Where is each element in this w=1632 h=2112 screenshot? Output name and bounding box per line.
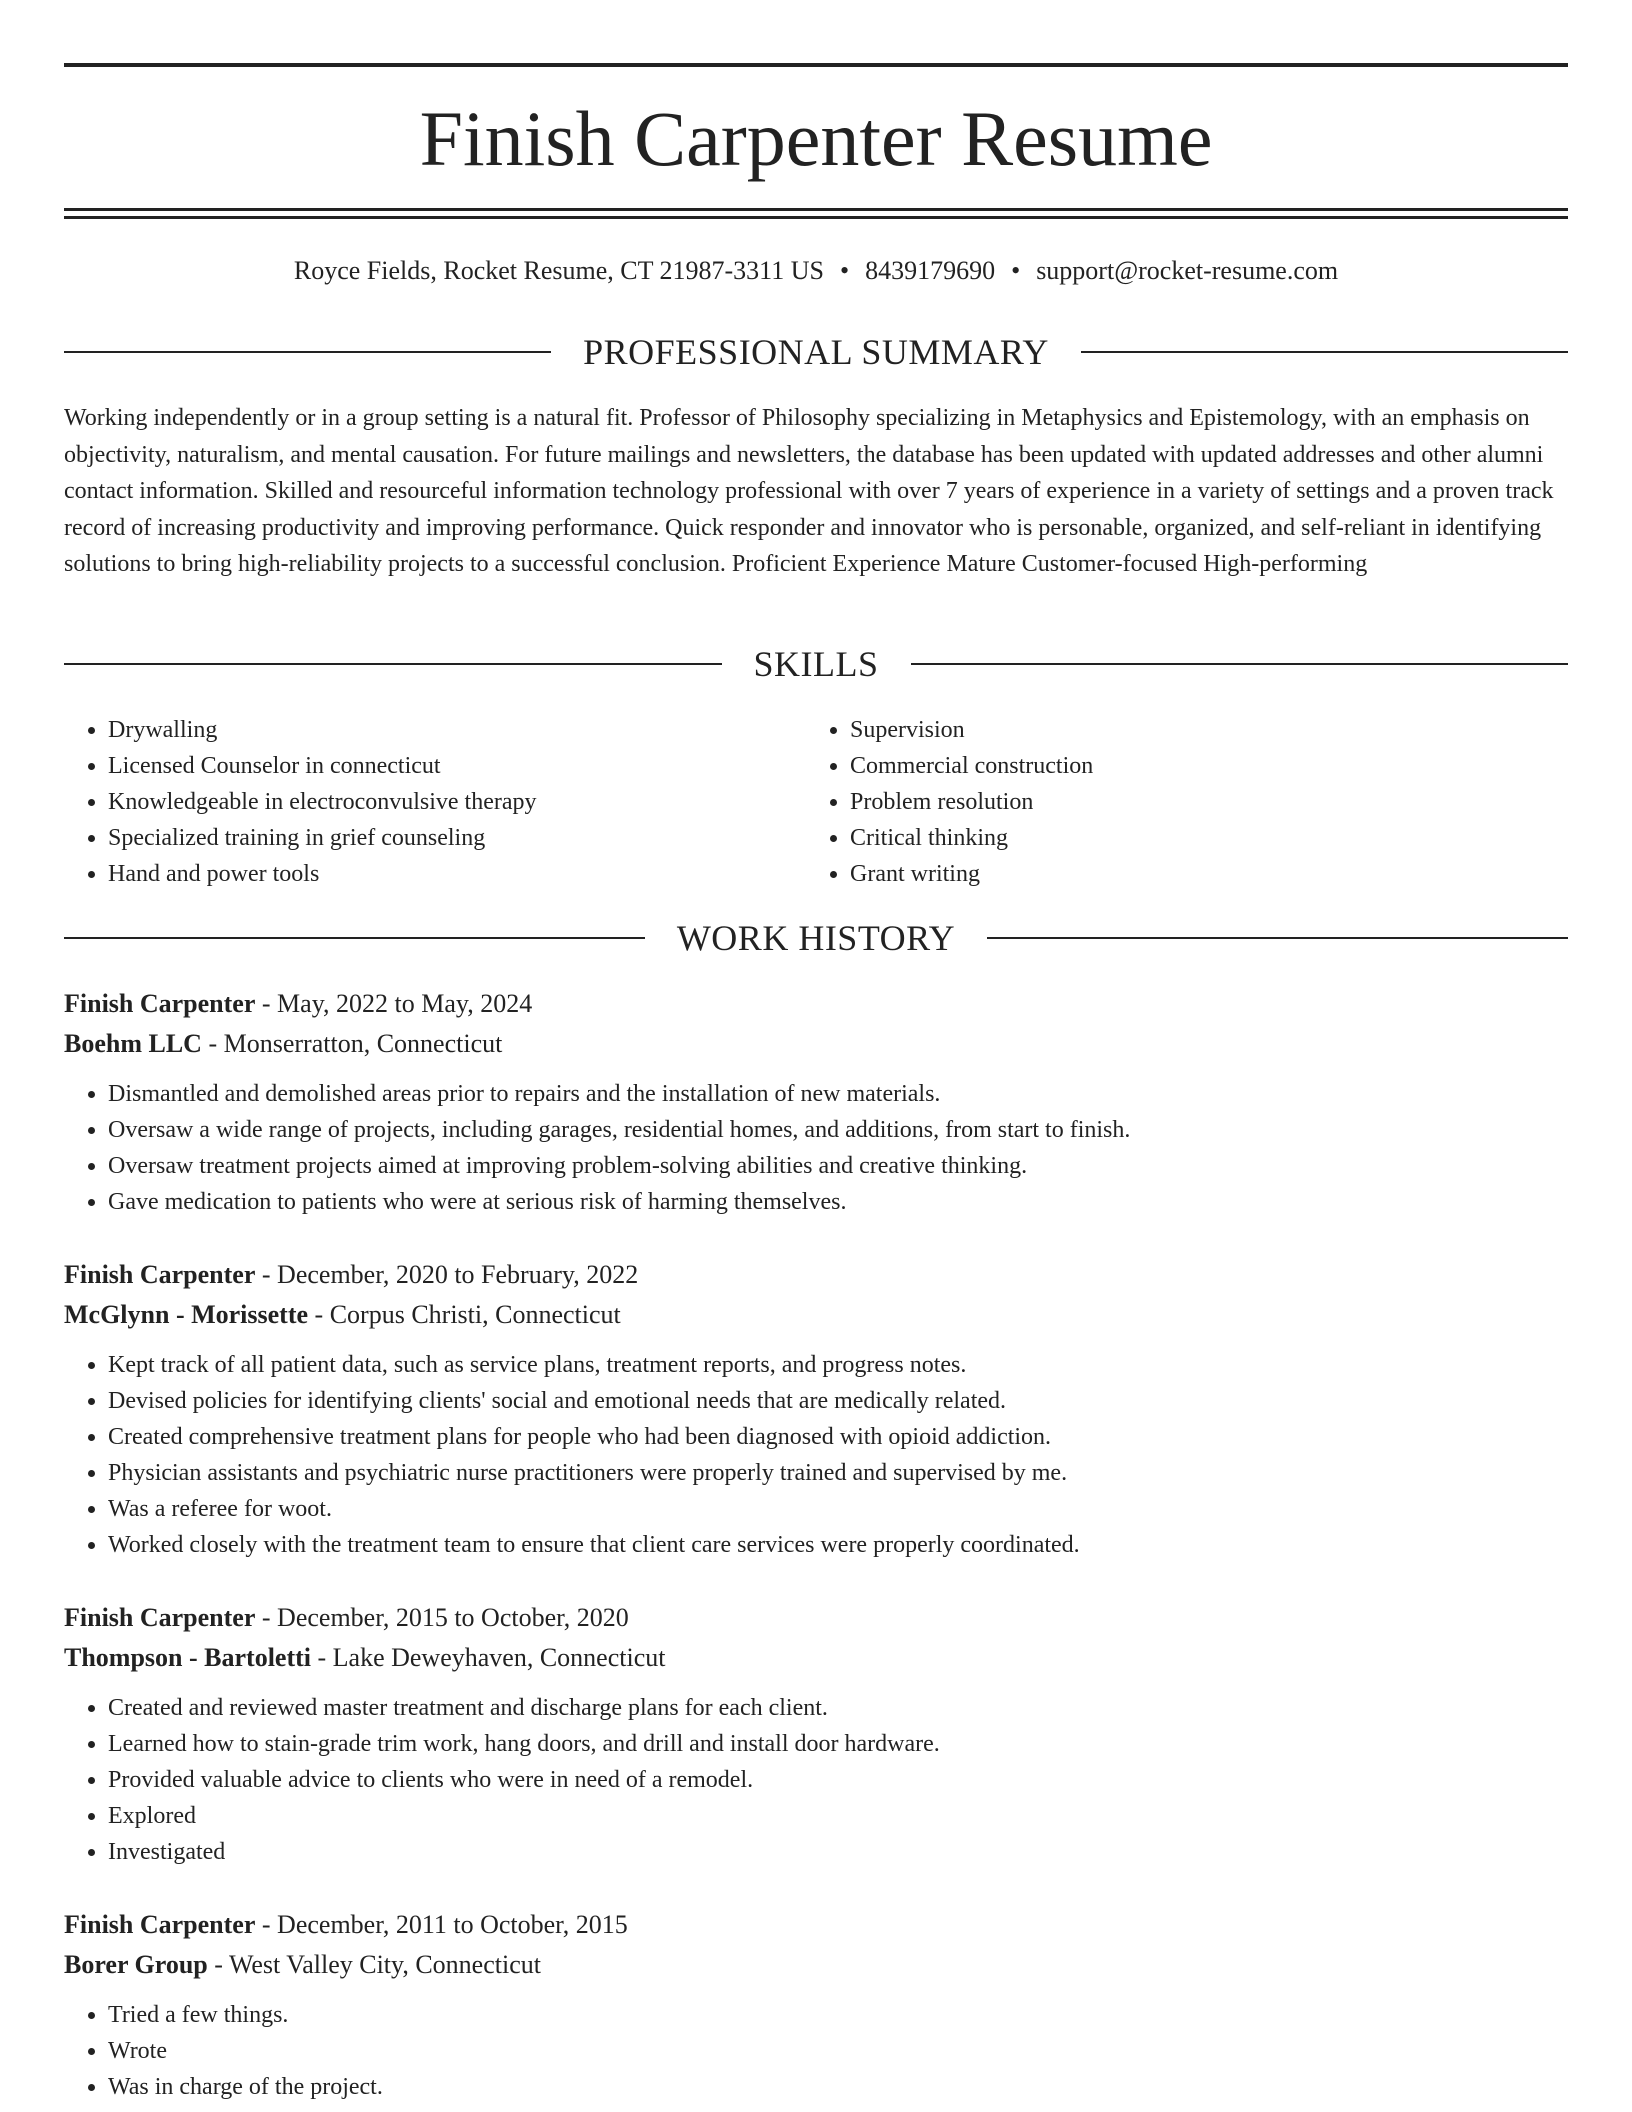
skill-item: • Drywalling (108, 712, 806, 748)
contact-phone: 8439179690 (865, 256, 996, 285)
summary-heading-label: PROFESSIONAL SUMMARY (583, 332, 1049, 372)
contact-line (64, 255, 1568, 287)
job-bullet: • Oversaw treatment projects aimed at improving problem-solving abilities and creative thinking. (108, 1148, 1568, 1184)
job-entry (64, 1598, 1568, 1870)
job-dates: - December, 2015 to October, 2020 (255, 1603, 629, 1632)
job-dates: - May, 2022 to May, 2024 (255, 989, 533, 1018)
job-entry (64, 984, 1568, 1220)
job-company-line (64, 1945, 1568, 1985)
job-company: Borer Group (64, 1950, 208, 1979)
job-bullets (64, 1347, 1568, 1563)
job-title-line (64, 1255, 1568, 1295)
job-bullet: • Wrote (108, 2033, 1568, 2069)
heading-rule-right (987, 937, 1568, 939)
skill-item: • Problem resolution (850, 784, 1548, 820)
job-bullet: • Provided valuable advice to clients who were in need of a remodel. (108, 1762, 1568, 1798)
job-dates: - December, 2020 to February, 2022 (255, 1260, 639, 1289)
job-bullet: • Kept track of all patient data, such as service plans, treatment reports, and progress notes. (108, 1347, 1568, 1383)
job-bullet: • Oversaw a wide range of projects, including garages, residential homes, and additions, from start to finish. (108, 1112, 1568, 1148)
skill-item: • Specialized training in grief counseling (108, 820, 806, 856)
skill-item: • Knowledgeable in electroconvulsive therapy (108, 784, 806, 820)
job-company: Thompson - Bartoletti (64, 1643, 311, 1672)
heading-rule-left (64, 663, 722, 665)
job-bullet: • Created and reviewed master treatment and discharge plans for each client. (108, 1690, 1568, 1726)
work-history-heading-label: WORK HISTORY (676, 918, 956, 958)
job-location: - Corpus Christi, Connecticut (308, 1300, 621, 1329)
skills-heading-label: SKILLS (753, 644, 879, 684)
job-company-line (64, 1638, 1568, 1678)
skill-item: • Licensed Counselor in connecticut (108, 748, 806, 784)
header-bottom-rule (64, 208, 1568, 211)
job-bullet: • Learned how to stain-grade trim work, hang doors, and drill and install door hardware. (108, 1726, 1568, 1762)
skills-column-right (806, 712, 1548, 892)
job-bullet: • Physician assistants and psychiatric nurse practitioners were properly trained and supervised by me. (108, 1455, 1568, 1491)
job-bullet: • Was in charge of the project. (108, 2069, 1568, 2105)
work-history-section-heading (64, 918, 1568, 958)
job-location: - West Valley City, Connecticut (207, 1950, 541, 1979)
job-location: - Lake Deweyhaven, Connecticut (311, 1643, 666, 1672)
job-company: McGlynn - Morissette (64, 1300, 309, 1329)
header-bottom-rule-second (64, 216, 1568, 219)
contact-separator: • (1011, 256, 1021, 285)
skills-list (64, 712, 1568, 892)
job-title-line (64, 1905, 1568, 1945)
job-company-line (64, 1024, 1568, 1064)
skill-item: • Supervision (850, 712, 1548, 748)
skills-section-heading (64, 644, 1568, 684)
job-bullets (64, 1997, 1568, 2105)
job-title: Finish Carpenter (64, 989, 256, 1018)
job-location: - Monserratton, Connecticut (201, 1029, 503, 1058)
job-bullet: • Dismantled and demolished areas prior to repairs and the installation of new materials. (108, 1076, 1568, 1112)
job-title: Finish Carpenter (64, 1910, 256, 1939)
job-title-line (64, 984, 1568, 1024)
job-bullets (64, 1076, 1568, 1220)
skill-item: • Commercial construction (850, 748, 1548, 784)
job-title: Finish Carpenter (64, 1603, 256, 1632)
heading-rule-right (1081, 351, 1568, 353)
job-bullet: • Tried a few things. (108, 1997, 1568, 2033)
skill-item: • Critical thinking (850, 820, 1548, 856)
job-dates: - December, 2011 to October, 2015 (255, 1910, 628, 1939)
job-bullet: • Gave medication to patients who were at serious risk of harming themselves. (108, 1184, 1568, 1220)
contact-address: Royce Fields, Rocket Resume, CT 21987-3311 US (293, 256, 824, 285)
contact-email[interactable]: support@rocket-resume.com (1036, 256, 1339, 285)
summary-section-heading (64, 332, 1568, 372)
heading-rule-left (64, 937, 645, 939)
job-bullet: • Was a referee for woot. (108, 1491, 1568, 1527)
job-company: Boehm LLC (64, 1029, 202, 1058)
skill-item: • Grant writing (850, 856, 1548, 892)
job-title: Finish Carpenter (64, 1260, 256, 1289)
job-bullet: • Explored (108, 1798, 1568, 1834)
header-top-rule (64, 63, 1568, 67)
page-title: Finish Carpenter Resume (419, 95, 1213, 182)
job-bullet: • Devised policies for identifying clients' social and emotional needs that are medically related. (108, 1383, 1568, 1419)
contact-separator: • (839, 256, 850, 285)
heading-rule-left (64, 351, 551, 353)
skill-item: • Hand and power tools (108, 856, 806, 892)
summary-text: Working independently or in a group setting is a natural fit. Professor of Philosophy specializing in Metaphysics and Epistemology, with an emphasis on objectivity, naturalism, and mental causation. For future mailings and newsletters, the database has been updated with updated addresses and other alumni contact information. Skilled and resourceful information technology professional with over 7 years of experience in a variety of settings and a proven track record of increasing productivity and improving performance. Quick responder and innovator who is personable, organized, and self-reliant in identifying solutions to bring high-reliability projects to a successful conclusion. Proficient Experience Mature Customer-focused High-performing (64, 405, 1554, 577)
job-bullets (64, 1690, 1568, 1870)
skills-column-left (64, 712, 806, 892)
job-entry (64, 1255, 1568, 1563)
heading-rule-right (911, 663, 1569, 665)
job-bullet: • Created comprehensive treatment plans for people who had been diagnosed with opioid addiction. (108, 1419, 1568, 1455)
job-company-line (64, 1295, 1568, 1335)
job-bullet: • Worked closely with the treatment team to ensure that client care services were properly coordinated. (108, 1527, 1568, 1563)
job-title-line (64, 1598, 1568, 1638)
job-bullet: • Investigated (108, 1834, 1568, 1870)
job-entry (64, 1905, 1568, 2105)
